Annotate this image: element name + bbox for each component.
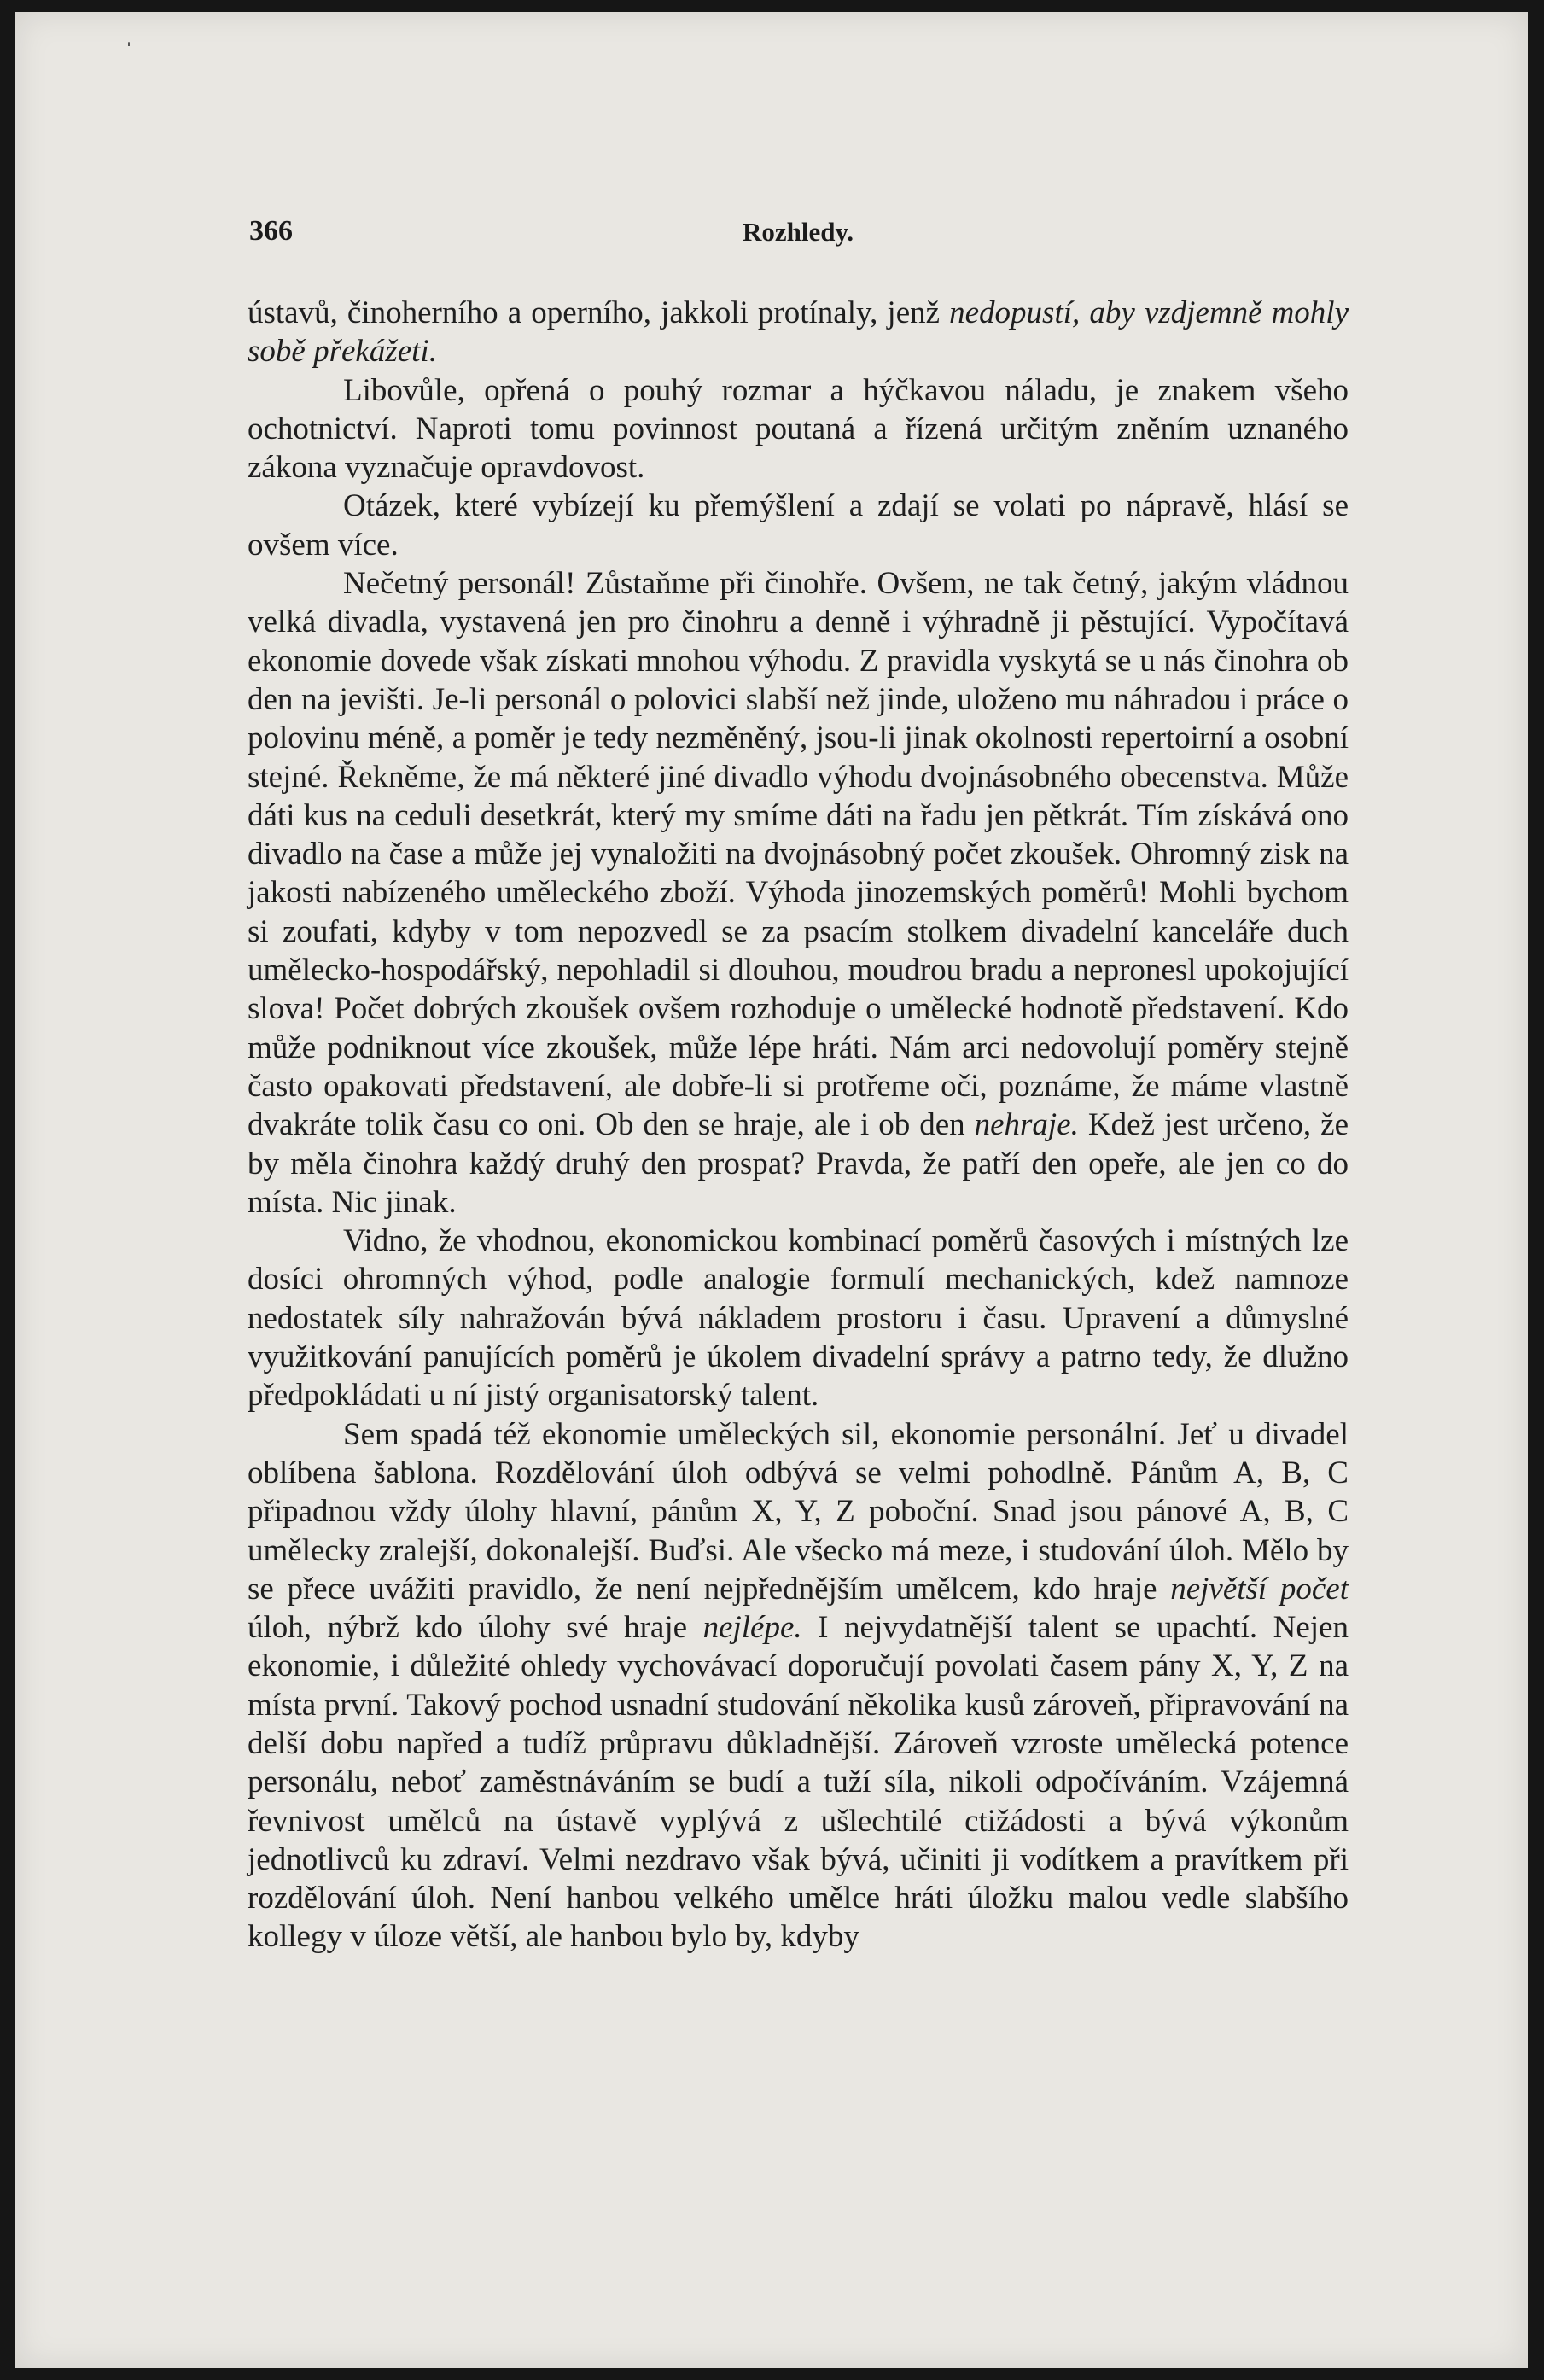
text-run: Sem spadá též ekonomie uměleckých sil, ekonomie personální. Jeť u divadel oblíbena šablona. Rozdělování úloh odbývá se velmi pohodlně. Pánům A, B, C připadnou vždy úlohy hlavní, pánům X, Y, Z poboční. Snad jsou pánové A, B, C umělecky zralejší, dokonalejší. Buďsi. Ale všecko má meze, i studování úloh. Mělo by se přece uvážiti pravidlo, že není nejpřednějším umělcem, kdo hraje	[248, 1416, 1349, 1607]
paragraph	[248, 564, 1349, 1222]
page-number: 366	[249, 215, 293, 247]
book-page	[15, 12, 1528, 2368]
italic-text: nehraje.	[974, 1107, 1079, 1143]
paragraph	[248, 487, 1349, 564]
body-text	[248, 294, 1349, 1957]
text-run: Otázek, které vybízejí ku přemýšlení a zdají se volati po nápravě, hlásí se ovšem více.	[248, 488, 1349, 563]
text-run: ústavů, činoherního a operního, jakkoli protínaly, jenž	[248, 295, 950, 330]
paragraph	[248, 1222, 1349, 1415]
text-run: Nečetný personál! Zůstaňme při činohře. Ovšem, ne tak četný, jakým vládnou velká divadla, vystavená jen pro činohru a denně i výhradně ji pěstující. Vypočítavá ekonomie dovede však získati mnohou výhodu. Z pravidla vyskytá se u nás činohra ob den na jevišti. Je-li personál o polovici slabší než jinde, uloženo mu náhradou i práce o polovinu méně, a poměr je tedy nezměněný, jsou-li jinak okolnosti repertoirní a osobní stejné. Řekněme, že má některé jiné divadlo výhodu dvojnásobného obecenstva. Může dáti kus na ceduli desetkrát, který my smíme dáti na řadu jen pětkrát. Tím získává ono divadlo na čase a může jej vynaložiti na dvojnásobný počet zkoušek. Ohromný zisk na jakosti nabízeného uměleckého zboží. Výhoda jinozemských poměrů! Mohli bychom si zoufati, kdyby v tom nepozvedl se za psacím stolkem divadelní kanceláře duch umělecko-hospodářský, nepohladil si dlouhou, moudrou bradu a nepronesl upokojující slova! Počet dobrých zkoušek ovšem rozhoduje o umělecké hodnotě představení. Kdo může podniknout více zkoušek, může lépe hráti. Nám arci nedovolují poměry stejně často opakovati představení, ale dobře-li si protřeme oči, poznáme, že máme vlastně dvakráte tolik času co oni. Ob den se hraje, ale i ob den	[248, 566, 1349, 1143]
paragraph	[248, 294, 1349, 371]
text-run: Vidno, že vhodnou, ekonomickou kombinací poměrů časových i místných lze dosíci ohromných výhod, podle analogie formulí mechanických, kdež namnoze nedostatek síly nahražován bývá nákladem prostoru i času. Upravení a důmyslné využitkování panujících poměrů je úkolem divadelní správy a patrno tedy, že dlužno předpokládati u ní jistý organisatorský talent.	[248, 1223, 1349, 1414]
running-header	[249, 215, 879, 254]
italic-text: nedopustí, aby vzdjemně mohly sobě překážeti.	[248, 295, 1349, 370]
italic-text: největší počet	[1170, 1571, 1349, 1607]
text-run: úloh, nýbrž kdo úlohy své hraje	[248, 1610, 703, 1646]
paragraph	[248, 1415, 1349, 1957]
paragraph	[248, 371, 1349, 487]
italic-text: nejlépe.	[702, 1610, 802, 1646]
text-run: I nejvydatnější talent se upachtí. Nejen ekonomie, i důležité ohledy vychovávací doporučují povolati časem pány X, Y, Z na místa první. Takový pochod usnadní studování několika kusů zároveň, připravování na delší dobu napřed a tudíž průpravu důkladnější. Zároveň vzroste umělecká potence personálu, neboť zaměstnáváním se budí a tuží síla, nikoli odpočíváním. Vzájemná řevnivost umělců na ústavě vyplývá z ušlechtilé ctižádosti a bývá výkonům jednotlivců ku zdraví. Velmi nezdravo však bývá, učiniti ji vodítkem a pravítkem při rozdělování úloh. Není hanbou velkého umělce hráti úložku malou vedle slabšího kollegy v úloze větší, ale hanbou bylo by, kdyby	[248, 1610, 1349, 1955]
speck-mark: ˈ	[125, 38, 133, 66]
text-run: Libovůle, opřená o pouhý rozmar a hýčkavou náladu, je znakem všeho ochotnictví. Naproti tomu povinnost poutaná a řízená určitým zněním uznaného zákona vyznačuje opravdovost.	[248, 372, 1349, 486]
text-run: Kdež jest určeno, že by měla činohra každý druhý den prospat? Pravda, že patří den opeře, ale jen co do místa. Nic jinak.	[248, 1107, 1349, 1220]
running-title: Rozhledy.	[743, 217, 854, 247]
